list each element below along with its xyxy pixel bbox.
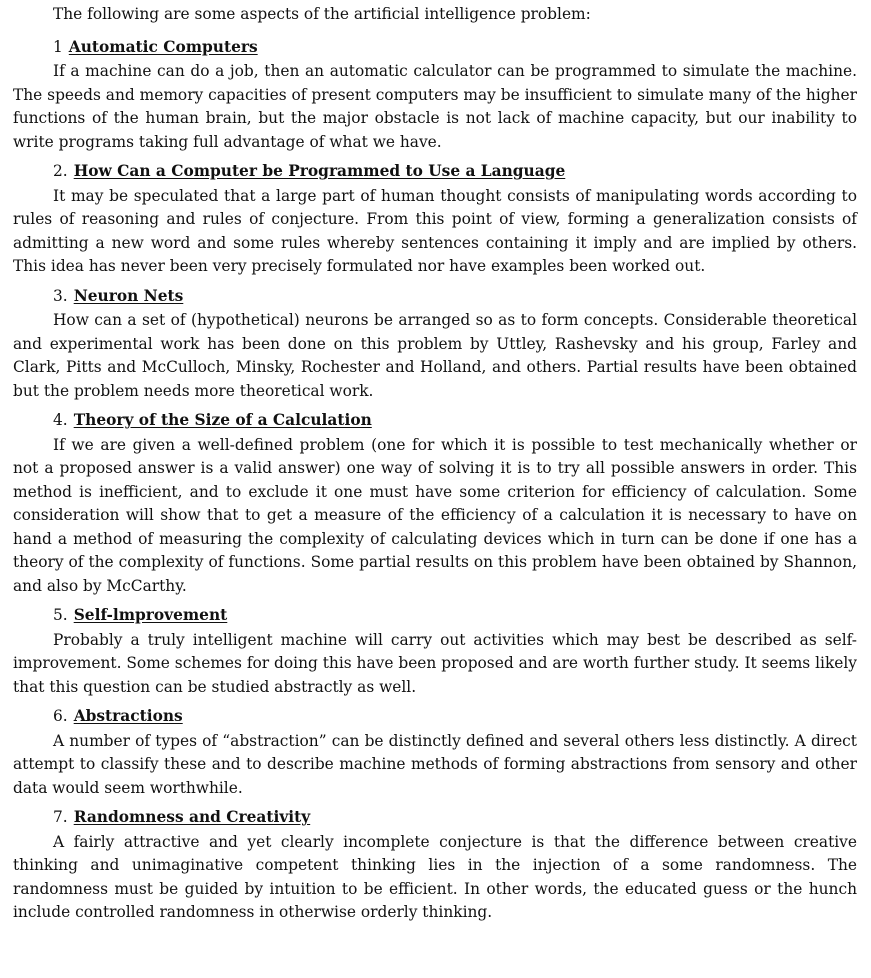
section-body: It may be speculated that a large part of human thought consists of manipulating words according to rules of reasoning and rules of conjecture. From this point of view, forming a generalization consists of admitting a new word and some rules whereby sentences containing it imply and are implied by others. This idea has never been very precisely formulated nor have examples been worked out. bbox=[13, 186, 857, 275]
section-automatic-computers bbox=[13, 36, 857, 155]
section-body: How can a set of (hypothetical) neurons be arranged so as to form concepts. Considerable theoretical and experimental work has been done on this problem by Uttley, Rashevsky and his group, Farley and Clark, Pitts and McCulloch, Minsky, Rochester and Holland, and others. Partial results have been obtained but the problem needs more theoretical work. bbox=[13, 311, 857, 400]
section-randomness-creativity bbox=[13, 806, 857, 925]
section-title: Automatic Computers bbox=[68, 37, 258, 56]
section-number: 3. bbox=[53, 286, 68, 305]
section-heading bbox=[13, 160, 857, 184]
section-title: Theory of the Size of a Calculation bbox=[73, 411, 372, 429]
section-heading bbox=[13, 604, 857, 628]
section-heading bbox=[13, 409, 857, 433]
section-number: 2. bbox=[53, 162, 68, 180]
section-number: 7. bbox=[53, 808, 68, 826]
section-number: 1 bbox=[53, 37, 63, 56]
section-body: If we are given a well-defined problem (one for which it is possible to test mechanically whether or not a proposed answer is a valid answer) one way of solving it is to try all possible answers in order. This method is inefficient, and to exclude it one must have some criterion for efficiency of calculation. Some consideration will show that to get a measure of the efficiency of a calculation it is necessary to have on hand a method of measuring the complexity of calculating devices which in turn can be done if one has a theory of the complexity of functions. Some partial results on this problem have been obtained by Shannon, and also by McCarthy. bbox=[13, 435, 857, 595]
section-title: Neuron Nets bbox=[73, 286, 184, 305]
section-neuron-nets bbox=[13, 285, 857, 404]
section-title: Randomness and Creativity bbox=[73, 808, 311, 826]
section-heading bbox=[13, 806, 857, 830]
section-abstractions bbox=[13, 705, 857, 800]
section-body: Probably a truly intelligent machine will carry out activities which may best be described as self-improvement. Some schemes for doing this have been proposed and are worth further study. It seems likely that this question can be studied abstractly as well. bbox=[13, 630, 857, 696]
section-body: A fairly attractive and yet clearly incomplete conjecture is that the difference between creative thinking and unimaginative competent thinking lies in the injection of a some randomness. The randomness must be guided by intuition to be efficient. In other words, the educated guess or the hunch include controlled randomness in otherwise orderly thinking. bbox=[13, 832, 857, 921]
section-number: 5. bbox=[53, 606, 68, 624]
section-heading bbox=[13, 36, 857, 60]
section-number: 6. bbox=[53, 707, 68, 725]
section-heading bbox=[13, 705, 857, 729]
section-body: A number of types of “abstraction” can be distinctly defined and several others less distinctly. A direct attempt to classify these and to describe machine methods of forming abstractions from sensory and other data would seem worthwhile. bbox=[13, 731, 857, 797]
intro-paragraph: The following are some aspects of the artificial intelligence problem: bbox=[53, 5, 591, 23]
section-heading bbox=[13, 285, 857, 309]
section-self-improvement bbox=[13, 604, 857, 699]
section-size-of-calculation bbox=[13, 409, 857, 598]
section-number: 4. bbox=[53, 411, 68, 429]
section-title: Abstractions bbox=[73, 707, 183, 725]
section-language bbox=[13, 160, 857, 279]
section-title: Self-lmprovement bbox=[73, 606, 228, 624]
section-body: If a machine can do a job, then an automatic calculator can be programmed to simulate the machine. The speeds and memory capacities of present computers may be insufficient to simulate many of the higher functions of the human brain, but the major obstacle is not lack of machine capacity, but our inability to write programs taking full advantage of what we have. bbox=[13, 62, 857, 151]
section-title: How Can a Computer be Programmed to Use a Language bbox=[73, 162, 566, 180]
